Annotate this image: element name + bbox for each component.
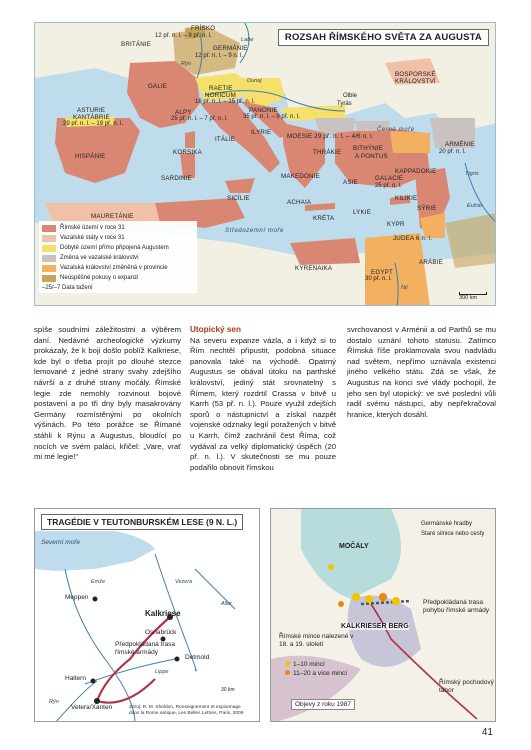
- label-labe: Labe: [241, 37, 254, 43]
- label-a-pontus: A PONTUS: [355, 153, 388, 160]
- legend-swatch: [42, 275, 56, 282]
- label-rhine: Rýn: [181, 61, 191, 67]
- label-achaia: ACHAIA: [287, 199, 312, 206]
- map-legend: [39, 221, 197, 293]
- text-column-3: [347, 325, 496, 420]
- legend-row: [42, 243, 194, 253]
- label-danube: Dunaj: [247, 78, 262, 84]
- legend-road: Staré silnice nebo cesty: [421, 531, 485, 537]
- label-tyras: Tyrás: [337, 101, 352, 107]
- label-britanie: BRITÁNIE: [121, 41, 152, 48]
- label-asie: ASIE: [343, 179, 358, 186]
- label-kalkrieser-berg: KALKRIESER BERG: [341, 623, 409, 630]
- label-mediterranean: Středozemní moře: [225, 228, 284, 234]
- label-rhine-ger: Rýn: [49, 699, 59, 705]
- label-kypr: KYPR: [387, 221, 405, 228]
- map-title: ROZSAH ŘÍMSKÉHO SVĚTA ZA AUGUSTA: [278, 29, 489, 46]
- label-haltern: Haltern: [65, 675, 86, 682]
- label-egypt-date: 30 př. n. l.: [365, 276, 392, 282]
- label-germanie: GERMÁNIE: [213, 45, 248, 52]
- label-thrakie: THRÁKIE: [313, 149, 342, 156]
- label-panonie-date: 35 př. n. l. – 9 př. n. l.: [243, 114, 300, 120]
- legend-coins-2-label: 11–20 a více mincí: [293, 670, 348, 677]
- label-sicilie: SICÍLIE: [227, 195, 250, 202]
- label-asturie-date: 29 př. n. l. – 19 př. n. l.: [63, 121, 124, 127]
- label-noricum: NORICUM: [205, 92, 236, 99]
- label-tigris: Tigris: [465, 171, 479, 177]
- label-bospor-2: KRÁLOVSTVÍ: [395, 78, 436, 85]
- section-heading: Utopický sen: [190, 325, 241, 334]
- label-arabie: ARÁBIE: [419, 259, 443, 266]
- coin-dot-icon: [285, 661, 290, 666]
- legend-label: Vazalská království změněná v provincie: [60, 265, 168, 271]
- label-lykie: LYKIE: [353, 209, 372, 216]
- legend-label: Změna ve vazalské království: [60, 255, 139, 261]
- credit-line-2: dans la Rome antique, Les Belles Lettres, Paris, 2009: [129, 711, 244, 716]
- label-syrie: SÝRIE: [417, 205, 437, 212]
- label-armenie: ARMÉNIE: [445, 141, 475, 148]
- label-egypt: EGYPT: [371, 269, 393, 276]
- label-kalkriese: Kalkriese: [145, 609, 181, 618]
- label-bithynie: BITHÝNIE: [353, 145, 384, 152]
- label-raetie-date: 16 př. n. l. – 15 př. n. l.: [195, 99, 256, 105]
- legend-row: [42, 223, 194, 233]
- legend-swatch: [42, 245, 56, 252]
- label-objevy: Objevy z roku 1987: [291, 699, 355, 710]
- legend-label: Římské území v roce 31: [60, 225, 125, 231]
- label-germanie-date: 12 př. n. l. – 9 n. l.: [195, 53, 244, 59]
- coin-dot-icon: [285, 670, 290, 675]
- label-asturie: ASTURIE: [77, 107, 106, 114]
- label-armenie-date: 20 př. n. l.: [439, 149, 466, 155]
- label-alpy: ALPY: [175, 109, 192, 116]
- label-judea: JUDEA 6 n. l.: [393, 235, 433, 242]
- legend-row: [42, 253, 194, 263]
- label-euphrates: Eufrat: [467, 203, 482, 209]
- label-north-sea: Severní moře: [41, 539, 81, 546]
- col3-text: svrchovanost v Arménii a od Parthů se mu dostalo uznání tohoto statusu. Zatímco Římská říše proklamovala svou nadvládu nad světem, nepřímo uznávala existenci jiného velkého státu. Zdá se však, že Augustus na konci své vlády pochopil, že jeho sen byl utopický: ve své poslední vůli radil svému nástupci, aby nepřekračoval hranice, kterých dosáhl.: [347, 325, 496, 419]
- legend-coins-1-label: 1–10 mincí: [293, 661, 325, 668]
- label-galie: GALIE: [148, 83, 168, 90]
- label-ems: Emže: [91, 579, 106, 585]
- label-italie: ITÁLIE: [215, 136, 236, 143]
- teutoburg-map-title: TRAGÉDIE V TEUTONBURSKÉM LESE (9 N. L.): [41, 514, 243, 530]
- teutoburg-map: [34, 508, 260, 722]
- legend-wall: Germánské hradby: [421, 521, 473, 527]
- label-kilikie: KILIKIE: [395, 195, 418, 202]
- legend-label: Dobyté území přímo připojená Augustem: [60, 245, 169, 251]
- label-galacie-date: 25 př. n. l.: [375, 183, 402, 189]
- text-column-1: [34, 325, 181, 463]
- legend-label: Neúspěšné pokusy o expanzi: [60, 275, 139, 281]
- label-kappadokie: KAPPADOKIE: [395, 168, 437, 175]
- label-black-sea: Černé moře: [377, 127, 415, 133]
- label-galacie: GALACIE: [375, 175, 404, 182]
- legend-row: [42, 233, 194, 243]
- col1-text: spíše soudními záležitostmi a výběrem daní. Nedávné archeologické výzkumy prokázaly, že k boji došlo poblíž Kalkriese, kde byl o třeba projít po dlouhé stezce lemované z jedné strany svahy zdejšího návrší a z druhé strany močály. Římské legie zde nemohly rozvinout bojové postavení a po tři dny byly masakrovány Germány rozmístěnými po okolních výšinách. Po této porážce se Římané stáhli k Rýnu a Augustus, bloudící po nocích ve svém paláci, křičel: „Vare, vrať mi mé legie!“: [34, 325, 181, 462]
- label-swamps: MOČÁLY: [339, 543, 369, 550]
- legend-row: [42, 273, 194, 283]
- scale-bar: [459, 292, 487, 301]
- label-ilyrie: ILYRIE: [251, 129, 272, 136]
- label-mauretanie: MAURETÁNIE: [91, 213, 134, 220]
- label-moesie: MOESIE 29 př. n. l. – 4/6 n. l.: [287, 133, 374, 140]
- legend-row: [42, 263, 194, 273]
- label-coins: Římské mince nalezené v 18. a 19. století: [279, 633, 354, 648]
- label-alpy-date: 25 př. n. l. – 7 př. n. l.: [171, 116, 228, 122]
- label-meppen: Meppen: [65, 594, 89, 601]
- label-sardinie: SARDINIE: [161, 175, 192, 182]
- legend-swatch: [42, 265, 56, 272]
- label-route-kal: Předpokládaná trasa pohybu římské armády: [423, 599, 490, 614]
- label-olbie: Olbie: [343, 93, 358, 99]
- text-column-2: [190, 325, 336, 473]
- label-hispanie: HISPÁNIE: [75, 153, 106, 160]
- label-nile: Nil: [401, 285, 408, 291]
- label-kantabrie: KANTÁBRIE: [73, 114, 110, 121]
- legend-label: Vazalské státy v roce 31: [60, 235, 125, 241]
- page-number: 41: [481, 727, 493, 738]
- label-kyrenaika: KYRENAIKA: [295, 265, 333, 272]
- label-lippe: Lippe: [155, 669, 169, 675]
- label-panonie: PANONIE: [249, 107, 278, 114]
- label-makedonie: MAKEDONIE: [281, 173, 320, 180]
- label-korsika: KORSIKA: [173, 149, 202, 156]
- kalkriese-map: [270, 508, 496, 722]
- credit-line-1: Zdroj: R. M. Sheldon, Renseignement et espionnage: [129, 705, 241, 710]
- label-raetie: RAETIE: [209, 85, 233, 92]
- col2-text: Na severu expanze vázla, a i když si to Řím nechtěl připustit, podobná situace panovala také na východě. Opatrný Augustus se obával útoku na parthské království, jediný stát srovnatelný s Římem, který rozdrtil Crassa v bitvě u Karrh (53 př. n. l.). Pouze využil zdejších sporů o nástupnictví a získal nazpět vojenské odznaky legií poražených v bitvě u Karrh, čímž zachránil čest Říma, což vydával za velký diplomatický úspěch (20 př. n. l.). V skutečnosti se mu pouze podařilo obnovit římskou: [190, 335, 336, 472]
- label-bospor: BOSPORSKÉ: [395, 71, 436, 78]
- label-frisko: FRÍSKO: [191, 25, 216, 32]
- label-kreta: KRÉTA: [313, 215, 335, 222]
- legend-swatch: [42, 235, 56, 242]
- label-osnabruck: Osnabrück: [145, 629, 177, 636]
- legend-footer: –25/–7 Data tažení: [42, 285, 93, 291]
- legend-coins-2: [285, 670, 347, 677]
- scale-label: 300 km: [459, 295, 478, 301]
- legend-coins-1: [285, 661, 325, 668]
- scale-label-ger: 30 km: [221, 687, 235, 693]
- label-route: Předpokládaná trasa římské armády: [115, 641, 175, 656]
- label-weser: Vezera: [175, 579, 193, 585]
- label-aller: Aller: [221, 601, 233, 607]
- legend-swatch: [42, 255, 56, 262]
- label-camp: Římský pochodový tábor: [439, 679, 494, 694]
- roman-world-map: [34, 22, 496, 306]
- label-frisko-date: 12 př. n. l. – 9 př. n. l.: [155, 33, 212, 39]
- legend-swatch: [42, 225, 56, 232]
- label-vetera: Vetera/Xanten: [71, 704, 113, 711]
- label-detmold: Detmold: [185, 654, 210, 661]
